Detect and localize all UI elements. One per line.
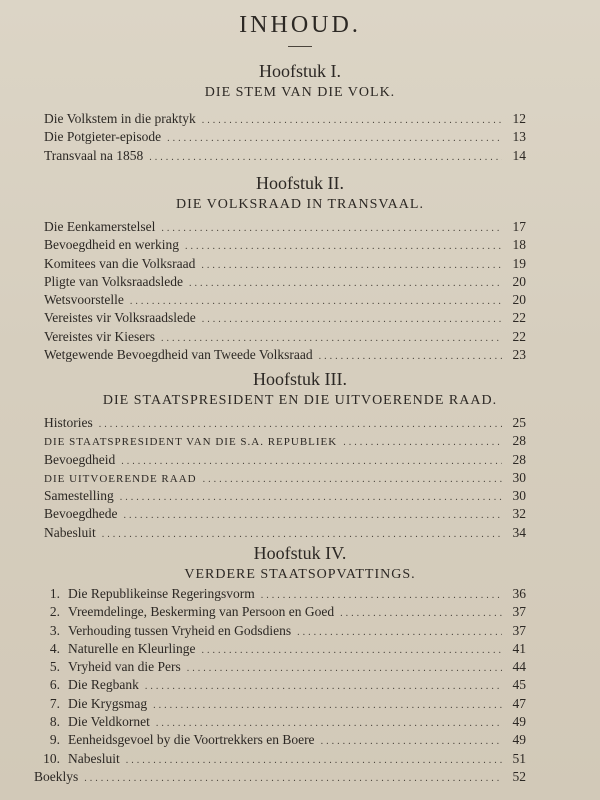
entry-title: Komitees van die Volksraad bbox=[44, 255, 196, 271]
entry-title: DIE UITVOERENDE RAAD bbox=[44, 472, 197, 485]
entry-title: Bevoegdheid en werking bbox=[44, 237, 179, 253]
toc-entry[interactable] bbox=[34, 695, 526, 713]
leader-dots bbox=[161, 330, 502, 346]
toc-entry[interactable] bbox=[44, 505, 526, 523]
leader-dots bbox=[201, 257, 502, 273]
entry-title: Die Veldkornet bbox=[68, 714, 150, 730]
toc-entry[interactable] bbox=[44, 110, 526, 128]
toc-entry[interactable] bbox=[44, 255, 526, 273]
title-divider bbox=[288, 46, 312, 47]
toc-entry[interactable] bbox=[44, 147, 526, 165]
entry-page: 30 bbox=[512, 469, 526, 485]
toc-entry[interactable] bbox=[34, 585, 526, 603]
entry-title: Die Regbank bbox=[68, 677, 139, 693]
leader-dots bbox=[149, 149, 502, 165]
entry-title: Samestelling bbox=[44, 488, 114, 504]
toc-entry[interactable] bbox=[34, 750, 526, 768]
entry-title: Vreemdelinge, Beskerming van Persoon en Goed bbox=[68, 604, 335, 620]
entry-page: 37 bbox=[512, 622, 526, 638]
entry-page: 44 bbox=[512, 659, 526, 675]
toc-entry[interactable] bbox=[34, 603, 526, 621]
entry-page: 47 bbox=[512, 695, 526, 711]
chapter-2-entries bbox=[44, 218, 526, 364]
entry-title: Verhouding tussen Vryheid en Godsdiens bbox=[68, 622, 292, 638]
toc-entry[interactable] bbox=[44, 328, 526, 346]
entry-page: 41 bbox=[512, 640, 526, 656]
entry-page: 13 bbox=[512, 129, 526, 145]
leader-dots bbox=[340, 605, 502, 621]
leader-dots bbox=[130, 293, 502, 309]
entry-page: 52 bbox=[512, 769, 526, 784]
chapter-subtitle: VERDERE STAATSOPVATTINGS. bbox=[184, 567, 416, 582]
chapter-heading: Hoofstuk II. bbox=[256, 173, 344, 193]
leader-dots bbox=[201, 642, 502, 658]
entry-page: 23 bbox=[512, 347, 526, 363]
leader-dots bbox=[189, 275, 502, 291]
leader-dots bbox=[343, 434, 502, 450]
entry-title: Die Eenkamerstelsel bbox=[44, 219, 156, 234]
entry-title: Wetsvoorstelle bbox=[44, 292, 124, 308]
entry-number: 6. bbox=[49, 677, 60, 693]
entry-title: Pligte van Volksraadslede bbox=[44, 273, 183, 289]
toc-entry[interactable] bbox=[44, 309, 526, 327]
leader-dots bbox=[187, 660, 502, 676]
chapter-3-header bbox=[0, 368, 600, 410]
toc-entry[interactable] bbox=[44, 291, 526, 309]
entry-number: 7. bbox=[49, 695, 60, 711]
toc-entry[interactable] bbox=[44, 524, 526, 542]
leader-dots bbox=[203, 471, 502, 487]
leader-dots bbox=[156, 715, 502, 731]
leader-dots bbox=[126, 752, 502, 768]
toc-entry[interactable] bbox=[44, 432, 526, 450]
entry-title: Bevoegdheid bbox=[44, 451, 116, 467]
leader-dots bbox=[123, 507, 502, 523]
toc-entry[interactable] bbox=[44, 273, 526, 291]
entry-title: Die Republikeinse Regeringsvorm bbox=[68, 586, 255, 601]
entry-title: Naturelle en Kleurlinge bbox=[68, 640, 196, 656]
entry-title: Transvaal na 1858 bbox=[44, 147, 144, 163]
entry-page: 22 bbox=[512, 310, 526, 326]
entry-title: Bevoegdhede bbox=[44, 506, 118, 522]
chapter-3-entries bbox=[44, 414, 526, 542]
leader-dots bbox=[121, 453, 502, 469]
toc-entry[interactable] bbox=[34, 713, 526, 731]
toc-entry[interactable] bbox=[44, 236, 526, 254]
entry-title: Boeklys bbox=[34, 769, 79, 784]
chapter-heading: Hoofstuk IV. bbox=[253, 543, 347, 563]
chapter-subtitle: DIE STEM VAN DIE VOLK. bbox=[204, 85, 396, 100]
entry-page: 32 bbox=[512, 506, 526, 522]
chapter-subtitle: DIE STAATSPRESIDENT EN DIE UITVOERENDE RAAD. bbox=[102, 393, 498, 408]
toc-entry[interactable] bbox=[34, 658, 526, 676]
toc-entry[interactable] bbox=[34, 768, 526, 786]
leader-dots bbox=[84, 770, 502, 786]
chapter-1-header bbox=[0, 60, 600, 102]
toc-entry[interactable] bbox=[34, 640, 526, 658]
entry-number: 9. bbox=[49, 732, 60, 748]
leader-dots bbox=[99, 416, 502, 432]
leader-dots bbox=[297, 624, 502, 640]
entry-number: 4. bbox=[49, 640, 60, 656]
entry-page: 28 bbox=[512, 451, 526, 467]
toc-entry[interactable] bbox=[34, 731, 526, 749]
chapter-subtitle: DIE VOLKSRAAD IN TRANSVAAL. bbox=[176, 197, 424, 212]
entry-page: 30 bbox=[512, 488, 526, 504]
entry-title: Vereistes vir Kiesers bbox=[44, 328, 155, 344]
leader-dots bbox=[145, 678, 502, 694]
toc-entry[interactable] bbox=[44, 218, 526, 236]
entry-number: 10. bbox=[43, 750, 60, 766]
toc-entry[interactable] bbox=[44, 414, 526, 432]
entry-number: 3. bbox=[49, 622, 60, 638]
entry-page: 49 bbox=[512, 714, 526, 730]
entry-page: 20 bbox=[512, 273, 526, 289]
toc-entry[interactable] bbox=[44, 346, 526, 364]
entry-page: 51 bbox=[512, 750, 526, 766]
leader-dots bbox=[161, 220, 502, 236]
entry-title: Vereistes vir Volksraadslede bbox=[44, 310, 196, 326]
chapter-1-entries bbox=[44, 110, 526, 165]
leader-dots bbox=[261, 587, 502, 603]
entry-title: Die Krygsmag bbox=[68, 695, 148, 711]
toc-entry[interactable] bbox=[44, 128, 526, 146]
entry-title: Die Potgieter-episode bbox=[44, 129, 162, 145]
entry-page: 22 bbox=[512, 328, 526, 344]
chapter-heading: Hoofstuk I. bbox=[259, 61, 341, 81]
chapter-4-entries bbox=[34, 585, 526, 768]
entry-page: 34 bbox=[512, 524, 526, 540]
entry-title: Vryheid van die Pers bbox=[68, 659, 181, 675]
leader-dots bbox=[167, 130, 502, 146]
leader-dots bbox=[202, 112, 502, 128]
entry-page: 25 bbox=[512, 415, 526, 430]
entry-page: 49 bbox=[512, 732, 526, 748]
entry-page: 20 bbox=[512, 292, 526, 308]
entry-page: 19 bbox=[512, 255, 526, 271]
entry-page: 17 bbox=[512, 219, 526, 234]
entry-title: Eenheidsgevoel by die Voortrekkers en Boere bbox=[68, 732, 315, 748]
bibliography-entry bbox=[34, 768, 526, 786]
entry-title: Nabesluit bbox=[68, 750, 120, 766]
entry-page: 45 bbox=[512, 677, 526, 693]
entry-title: Wetgewende Bevoegdheid van Tweede Volksraad bbox=[44, 347, 313, 363]
entry-page: 36 bbox=[512, 586, 526, 601]
chapter-2-header bbox=[0, 172, 600, 214]
toc-entry[interactable] bbox=[34, 676, 526, 694]
toc-entry[interactable] bbox=[34, 622, 526, 640]
toc-entry[interactable] bbox=[44, 469, 526, 487]
entry-number: 1. bbox=[49, 586, 60, 601]
entry-number: 8. bbox=[49, 714, 60, 730]
entry-title: Nabesluit bbox=[44, 524, 96, 540]
entry-number: 2. bbox=[49, 604, 60, 620]
toc-entry[interactable] bbox=[44, 487, 526, 505]
entry-page: 28 bbox=[512, 433, 526, 449]
chapter-4-header bbox=[0, 542, 600, 584]
entry-page: 18 bbox=[512, 237, 526, 253]
leader-dots bbox=[321, 733, 502, 749]
chapter-heading: Hoofstuk III. bbox=[253, 369, 347, 389]
entry-page: 37 bbox=[512, 604, 526, 620]
leader-dots bbox=[185, 238, 502, 254]
entry-page: 12 bbox=[512, 111, 526, 126]
page-title: INHOUD. bbox=[239, 12, 361, 38]
leader-dots bbox=[319, 348, 502, 364]
entry-number: 5. bbox=[49, 659, 60, 675]
toc-entry[interactable] bbox=[44, 451, 526, 469]
leader-dots bbox=[153, 697, 502, 713]
entry-title: Histories bbox=[44, 415, 93, 430]
leader-dots bbox=[120, 489, 502, 505]
entry-title: DIE STAATSPRESIDENT VAN DIE S.A. REPUBLIEK bbox=[44, 436, 338, 449]
leader-dots bbox=[102, 526, 502, 542]
entry-title: Die Volkstem in die praktyk bbox=[44, 111, 196, 126]
leader-dots bbox=[202, 311, 502, 327]
entry-page: 14 bbox=[512, 147, 526, 163]
